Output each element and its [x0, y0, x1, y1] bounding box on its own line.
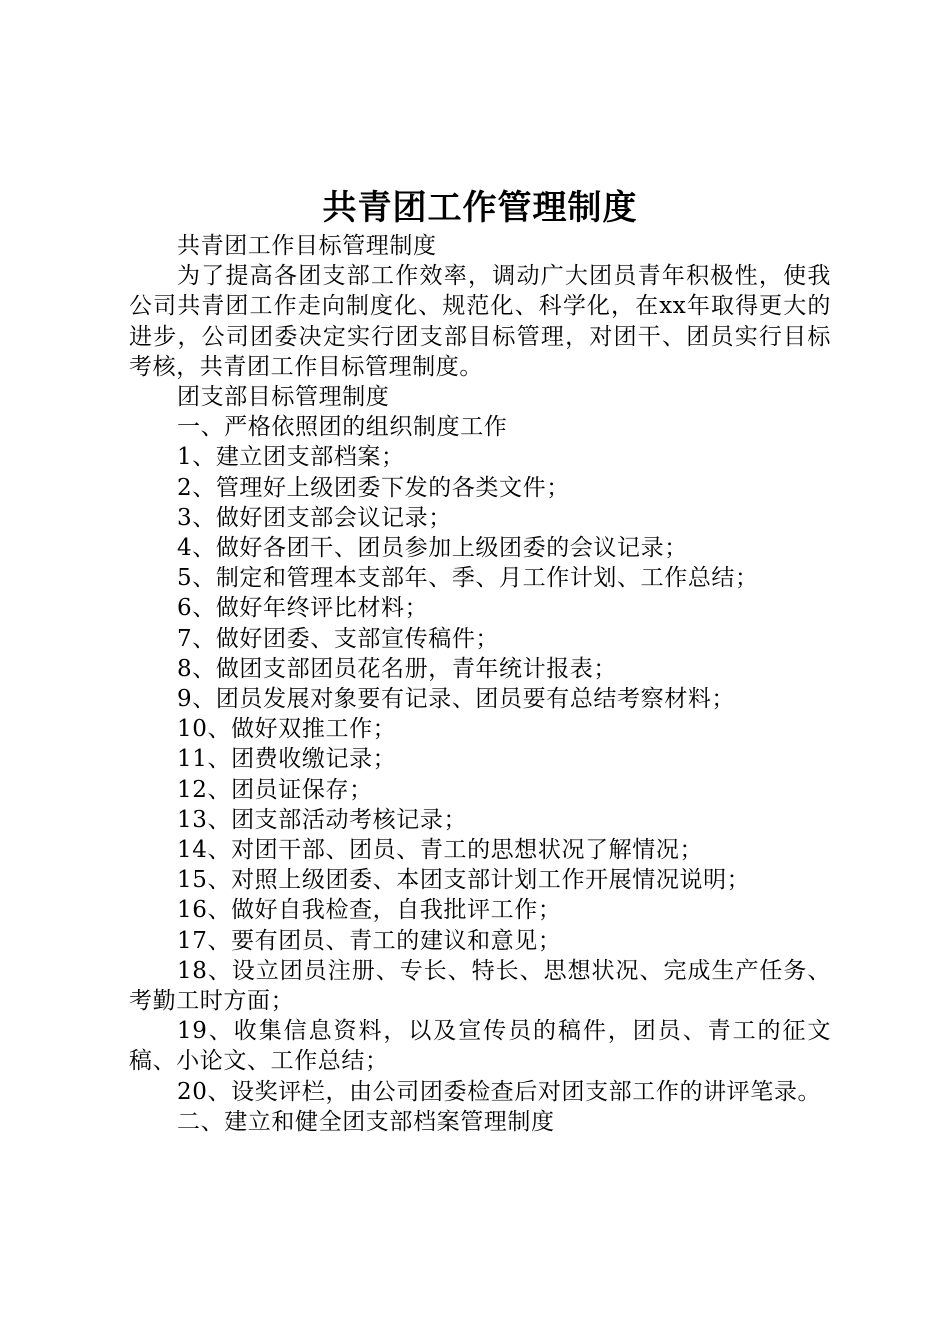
list-item: 9、团员发展对象要有记录、团员要有总结考察材料； [177, 686, 736, 713]
paragraph: 一、严格依照团的组织制度工作 [177, 414, 508, 441]
list-item: 19、收集信息资料，以及宣传员的稿件，团员、青工的征文稿、小论文、工作总结； [129, 1018, 831, 1075]
list-item: 7、做好团委、支部宣传稿件； [177, 625, 500, 652]
paragraph: 为了提高各团支部工作效率，调动广大团员青年积极性，使我公司共青团工作走向制度化、规范化、科学化，在xx年取得更大的进步，公司团委决定实行团支部目标管理，对团干、团员实行目标考核，共青团工作目标管理制度。 [129, 263, 831, 380]
list-item: 4、做好各团干、团员参加上级团委的会议记录； [177, 535, 688, 562]
list-item: 18、设立团员注册、专长、特长、思想状况、完成生产任务、考勤工时方面； [129, 957, 831, 1015]
list-item: 13、团支部活动考核记录； [177, 806, 468, 833]
list-item: 8、做团支部团员花名册，青年统计报表； [177, 655, 618, 682]
list-item: 11、团费收缴记录； [177, 746, 397, 773]
list-item: 16、做好自我检查，自我批评工作； [177, 897, 562, 924]
list-item: 20、设奖评栏，由公司团委检查后对团支部工作的讲评笔录。 [177, 1078, 822, 1105]
list-item: 1、建立团支部档案； [177, 444, 405, 471]
document-body [129, 231, 831, 1137]
list-item: 14、对团干部、团员、青工的思想状况了解情况； [177, 837, 704, 864]
list-item: 10、做好双推工作； [177, 716, 397, 743]
document-title: 共青团工作管理制度 [322, 188, 638, 228]
list-item: 12、团员证保存； [177, 776, 373, 803]
list-item: 17、要有团员、青工的建议和意见； [177, 927, 562, 954]
section-heading: 二、建立和健全团支部档案管理制度 [177, 1108, 555, 1135]
list-item: 6、做好年终评比材料； [177, 595, 429, 622]
list-item: 15、对照上级团委、本团支部计划工作开展情况说明； [177, 867, 751, 894]
paragraph: 共青团工作目标管理制度 [177, 233, 437, 259]
paragraph: 团支部目标管理制度 [177, 384, 390, 411]
list-item: 2、管理好上级团委下发的各类文件； [177, 474, 570, 501]
list-item: 3、做好团支部会议记录； [177, 504, 452, 531]
list-item: 5、制定和管理本支部年、季、月工作计划、工作总结； [177, 565, 759, 592]
